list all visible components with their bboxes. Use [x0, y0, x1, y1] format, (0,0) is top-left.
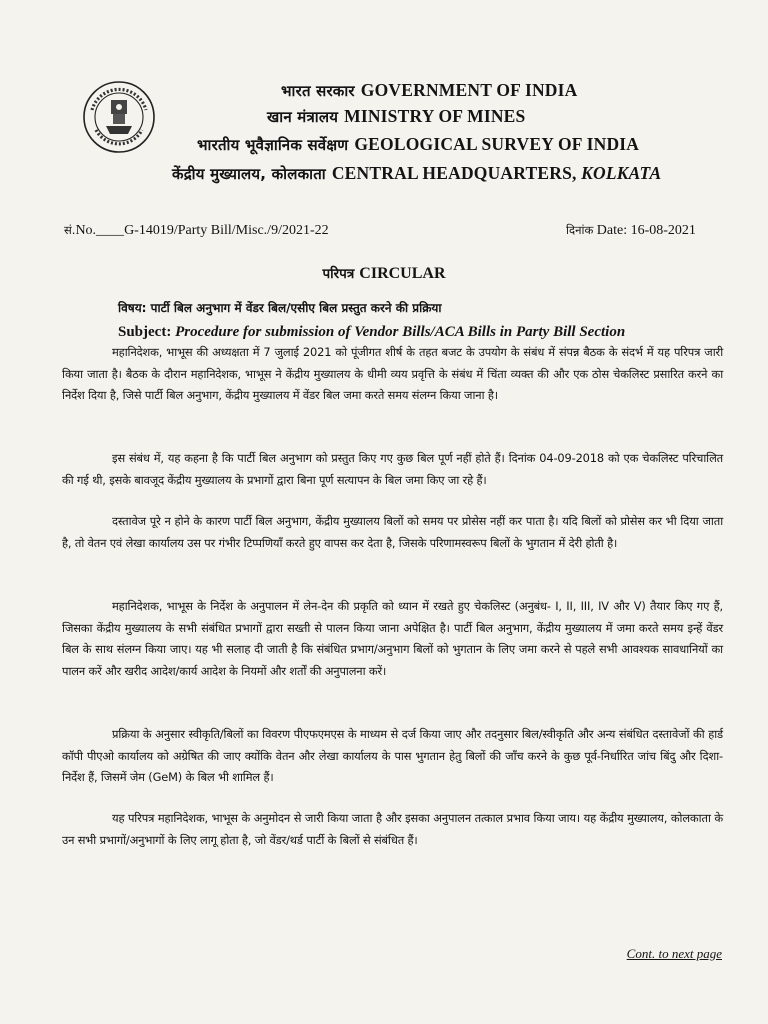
reference-date	[566, 223, 696, 239]
reference-number	[64, 223, 329, 239]
ref-label-english: No.____	[75, 223, 125, 238]
subject-text: Procedure for submission of Vendor Bills/ACA Bills in Party Bill Section	[175, 324, 626, 340]
header-line4-city: KOLKATA	[581, 163, 662, 183]
continuation-note: Cont. to next page	[626, 946, 722, 961]
gsi-emblem-icon	[82, 80, 156, 154]
header-line4-english: CENTRAL HEADQUARTERS,	[331, 163, 577, 183]
subject-label: Subject:	[118, 324, 172, 340]
paragraph-2: इस संबंध में, यह कहना है कि पार्टी बिल अनुभाग को प्रस्तुत किए गए कुछ बिल पूर्ण नहीं होते हैं। दिनांक 04-09-2018 को एक चेकलिस्ट परिचालित की गई थी, इसके बावजूद केंद्रीय मुख्यालय के प्रभागों द्वारा बिना पूर्ण सत्यापन के बिल जमा किए जा रहे हैं।	[62, 451, 723, 487]
paragraph-5: प्रक्रिया के अनुसार स्वीकृति/बिलों का विवरण पीएफएमएस के माध्यम से दर्ज किया जाए और तदनुसार बिल/स्वीकृति और अन्य संबंधित दस्तावेजों की हार्ड कॉपी पीएओ कार्यालय को अग्रेषित की जाए क्योंकि वेतन और लेखा कार्यालय के पास भुगतान हेतु बिलों की जाँच करने के कुछ पूर्व-निर्धारित जांच बिंदु और दिशा-निर्देश हैं, जिसमें जेम (GeM) के बिल भी शामिल हैं।	[62, 727, 723, 784]
header-line3-hindi: भारतीय भूवैज्ञानिक सर्वेक्षण	[197, 136, 349, 154]
date-label-english: Date:	[596, 223, 628, 238]
ref-number-value: G-14019/Party Bill/Misc./9/2021-22	[124, 223, 329, 238]
header-line4-hindi: केंद्रीय मुख्यालय, कोलकाता	[172, 165, 326, 183]
header-line-gsi	[197, 134, 639, 155]
paragraph-3: दस्तावेज पूरे न होने के कारण पार्टी बिल अनुभाग, केंद्रीय मुख्यालय बिलों को समय पर प्रोसेस नहीं कर पाता है। यदि बिलों को प्रोसेस कर भी दिया जाता है, तो वेतन एवं लेखा कार्यालय उस पर गंभीर टिप्पणियाँ करते हुए वापस कर देता है, जिसके परिणामस्वरूप बिलों के भुगतान में देरी होती है।	[62, 514, 723, 550]
header-line2-english: MINISTRY OF MINES	[344, 106, 526, 126]
header-line3-english: GEOLOGICAL SURVEY OF INDIA	[354, 134, 640, 154]
date-label-hindi: दिनांक	[566, 223, 594, 237]
circular-title-hindi: परिपत्र	[322, 266, 355, 282]
subject-hindi: विषय: पार्टी बिल अनुभाग में वेंडर बिल/एसीए बिल प्रस्तुत करने की प्रक्रिया	[118, 301, 442, 315]
header-line-headquarters	[172, 163, 661, 184]
circular-title-english: CIRCULAR	[359, 265, 446, 282]
date-value: 16-08-2021	[630, 223, 696, 238]
ref-label-hindi: सं.	[64, 223, 76, 237]
header-line-ministry	[267, 106, 525, 127]
paragraph-4: महानिदेशक, भाभूस के निर्देश के अनुपालन में लेन-देन की प्रकृति को ध्यान में रखते हुए चेकलिस्ट (अनुबंध- I, II, III, IV और V) तैयार किए गए हैं, जिसका केंद्रीय मुख्यालय के सभी संबंधित प्रभागों द्वारा सख्ती से पालन किया जाना अपेक्षित है। पार्टी बिल अनुभाग, केंद्रीय मुख्यालय में जमा करते समय इन्हें वेंडर बिल के साथ संलग्न किया जाए। यह भी सलाह दी जाती है कि संबंधित प्रभाग/अनुभाग बिलों को भुगतान के लिए जमा करने से पहले सभी आवश्यक सावधानियों का पालन करें और खरीद आदेश/कार्य आदेश के नियमों और शर्तों की अनुपालना करें।	[62, 599, 723, 678]
circular-title	[0, 264, 768, 283]
header-line1-hindi: भारत सरकार	[281, 82, 355, 100]
subject-english	[118, 324, 625, 341]
paragraph-1: महानिदेशक, भाभूस की अध्यक्षता में 7 जुलाई 2021 को पूंजीगत शीर्ष के तहत बजट के उपयोग के संबंध में संपन्न बैठक के संदर्भ में यह परिपत्र जारी किया जाता है। बैठक के दौरान महानिदेशक, भाभूस ने केंद्रीय मुख्यालय के धीमी व्यय प्रवृत्ति के संबंध में चिंता व्यक्त की और एक ठोस चेकलिस्ट प्रसारित करने का निर्देश दिया है, जिसे पार्टी बिल अनुभाग, केंद्रीय मुख्यालय में वेंडर बिल जमा करते समय संलग्न किया जाना है।	[62, 345, 723, 402]
header-line-government	[281, 80, 578, 101]
paragraph-6: यह परिपत्र महानिदेशक, भाभूस के अनुमोदन से जारी किया जाता है और इसका अनुपालन तत्काल प्रभाव किया जाय। यह केंद्रीय मुख्यालय, कोलकाता के उन सभी प्रभागों/अनुभागों के लिए लागू होता है, जो वेंडर/थर्ड पार्टी के बिलों से संबंधित हैं।	[62, 811, 723, 847]
header-line1-english: GOVERNMENT OF INDIA	[360, 80, 578, 100]
header-line2-hindi: खान मंत्रालय	[267, 108, 339, 126]
